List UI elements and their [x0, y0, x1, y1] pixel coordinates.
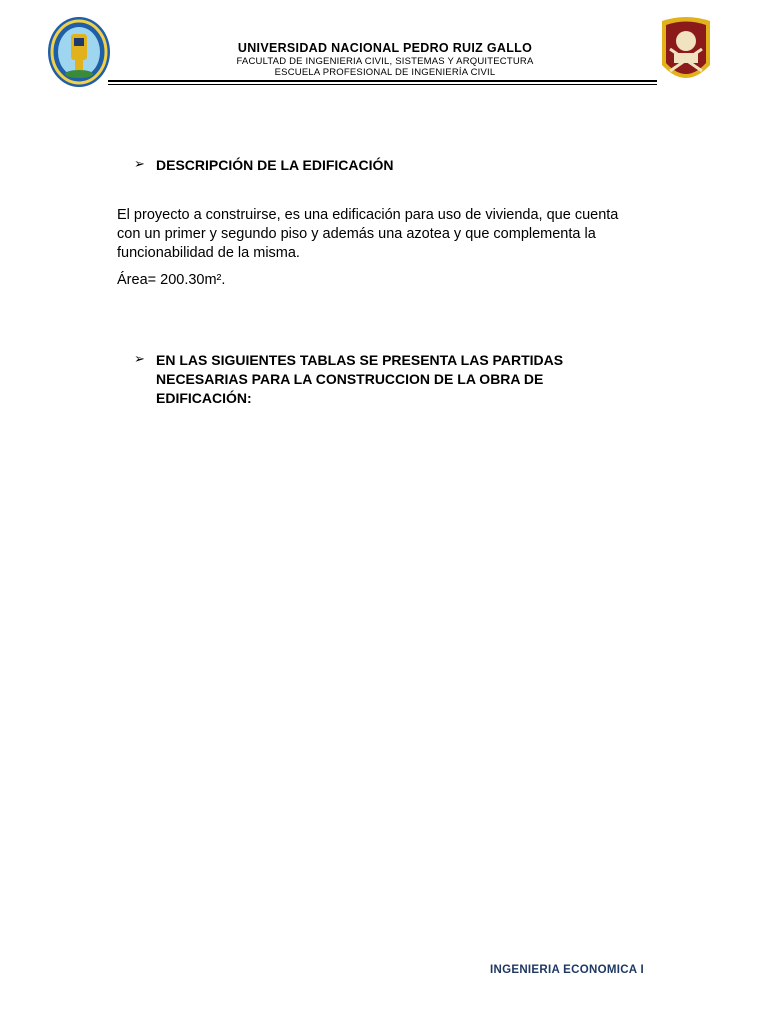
- paragraph-line: funcionabilidad de la misma.: [117, 245, 300, 261]
- heading-line: EDIFICACIÓN:: [156, 390, 252, 406]
- arrow-bullet-icon: ➢: [134, 351, 145, 366]
- faculty-crest-icon: [656, 15, 716, 89]
- university-seal-icon: [47, 16, 111, 88]
- heading-line: EN LAS SIGUIENTES TABLAS SE PRESENTA LAS PARTIDAS: [156, 352, 564, 368]
- paragraph-line: con un primer y segundo piso y además una azotea y que complementa la: [117, 226, 596, 242]
- university-name: UNIVERSIDAD NACIONAL PEDRO RUIZ GALLO: [237, 41, 533, 55]
- header-rule-thick: [108, 80, 657, 82]
- description-paragraph: [117, 206, 677, 263]
- header-rule-thin: [108, 84, 657, 85]
- area-text: Área= 200.30m².: [117, 272, 226, 288]
- section-heading-description: DESCRIPCIÓN DE LA EDIFICACIÓN: [156, 157, 394, 173]
- page-footer: INGENIERIA ECONOMICA I: [490, 964, 644, 976]
- section-heading-tables: [156, 351, 563, 408]
- paragraph-line: El proyecto a construirse, es una edificación para uso de vivienda, que cuenta: [117, 207, 619, 223]
- heading-line: NECESARIAS PARA LA CONSTRUCCION DE LA OBRA DE: [156, 371, 544, 387]
- school-name: ESCUELA PROFESIONAL DE INGENIERÍA CIVIL: [274, 67, 496, 78]
- faculty-name: FACULTAD DE INGENIERIA CIVIL, SISTEMAS Y ARQUITECTURA: [236, 56, 534, 67]
- arrow-bullet-icon: ➢: [134, 156, 145, 171]
